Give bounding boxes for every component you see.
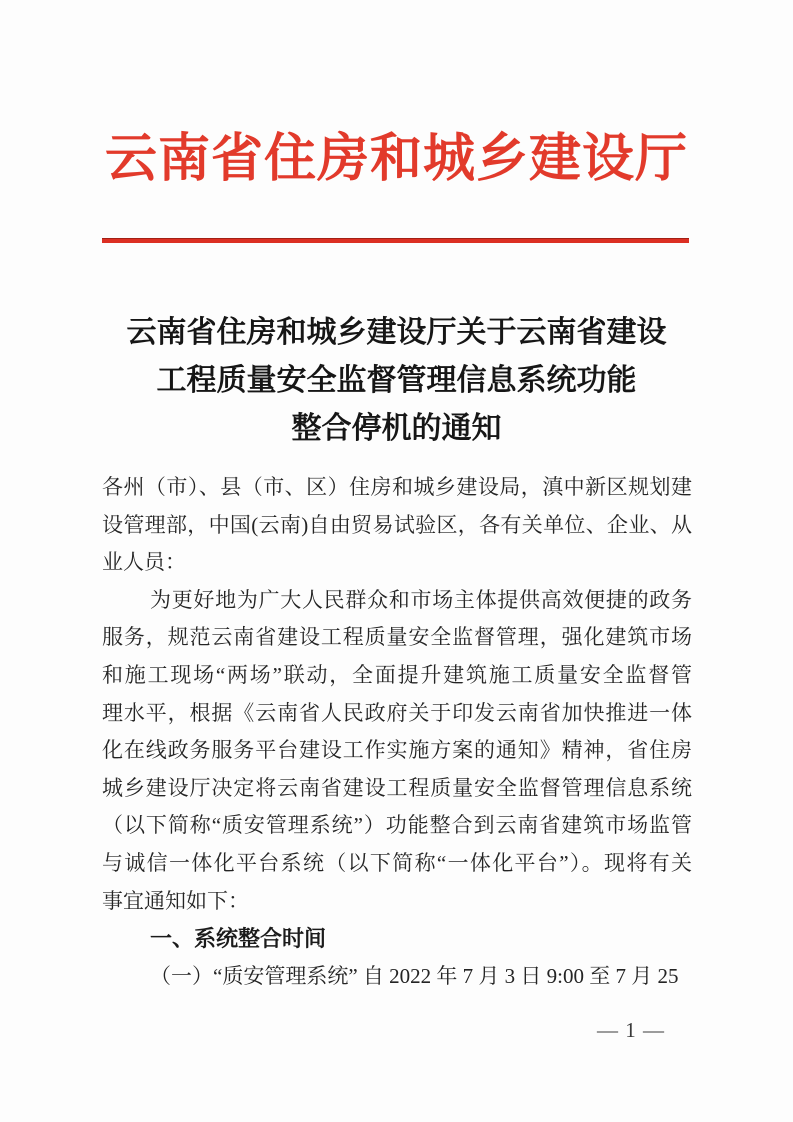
body-line: （一）“质安管理系统” 自 2022 年 7 月 3 日 9:00 至 7 月 25 [150, 963, 679, 988]
body-line: 与诚信一体化平台系统（以下简称“一体化平台”）。现将有关 [102, 850, 692, 875]
section-heading: 一、系统整合时间 [150, 926, 327, 952]
body-line: （以下简称“质安管理系统”）功能整合到云南省建筑市场监管 [102, 813, 692, 838]
document-title-line-2: 工程质量安全监督管理信息系统功能 [156, 364, 637, 397]
body-line: 为更好地为广大人民群众和市场主体提供高效便捷的政务 [150, 587, 692, 612]
body-line: 业人员： [102, 550, 186, 575]
body-text [102, 469, 692, 995]
document-title-line-3: 整合停机的通知 [291, 412, 502, 445]
body-line: 服务，规范云南省建设工程质量安全监督管理，强化建筑市场 [102, 625, 692, 650]
body-line: 各州（市）、县（市、区）住房和城乡建设局，滇中新区规划建 [102, 475, 692, 499]
letterhead-title: 云南省住房和城乡建设厅 [104, 131, 688, 188]
body-line: 设管理部，中国(云南)自由贸易试验区，各有关单位、企业、从 [102, 512, 692, 537]
document-title-line-1: 云南省住房和城乡建设厅关于云南省建设 [126, 316, 667, 349]
body-line: 和施工现场“两场”联动，全面提升建筑施工质量安全监督管 [102, 662, 692, 687]
body-line: 事宜通知如下： [102, 888, 249, 913]
body-line: 化在线政务服务平台建设工作实施方案的通知》精神，省住房 [102, 738, 692, 763]
red-divider-line [102, 238, 689, 243]
body-line: 城乡建设厅决定将云南省建设工程质量安全监督管理信息系统 [102, 775, 692, 800]
body-line: 理水平，根据《云南省人民政府关于印发云南省加快推进一体 [102, 700, 692, 725]
document-title [0, 309, 793, 453]
page-number: — 1 — [597, 1018, 665, 1042]
